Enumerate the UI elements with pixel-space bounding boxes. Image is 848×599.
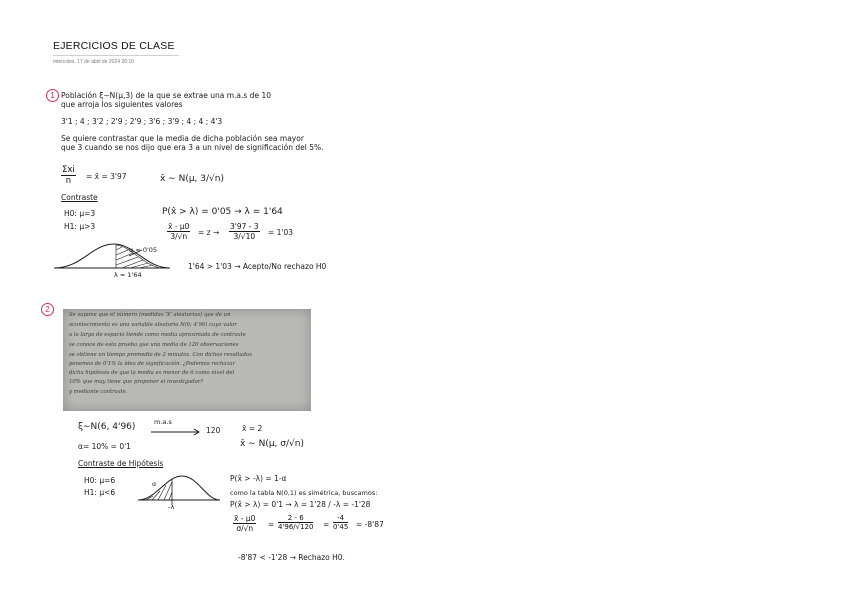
ex2-significance-level: α= 10% = 0'1 [78, 442, 131, 451]
ex1-alt-hypothesis: H1: μ>3 [64, 222, 96, 231]
ex1-z-numerator-values: 3'97 - 3 [230, 222, 259, 231]
ex2-z-denominator-values: 4'96/√120 [278, 523, 314, 531]
ex2-symmetry-note: como la tabla N(0,1) es simétrica, buscamos: [230, 489, 378, 497]
ex1-lambda-label: λ = 1'64 [114, 271, 142, 279]
photo-line: ponemos de 0'1% la idea de significación. ¿Podemos rechazar [69, 361, 236, 367]
ex1-statement-line4: que 3 cuando se nos dijo que era 3 a un nivel de significación del 5%. [61, 143, 324, 152]
photo-line: a lo largo de espacio tiende como media aproximada de contraste [69, 332, 246, 338]
ex2-sample-mean: x̄ = 2 [242, 424, 263, 433]
ex1-mean-fraction [61, 165, 76, 186]
ex1-mean-result: = x̄ = 3'97 [86, 172, 127, 181]
ex2-z-numerator-values: 2 - 6 [278, 514, 313, 523]
ex2-z-denominator: σ/√n [236, 524, 254, 533]
ex1-alpha-label: α = 0'05 [129, 246, 158, 254]
ex2-normal-curve-sketch [136, 470, 222, 512]
ex1-z-arrow: = z → [198, 228, 220, 237]
ex1-statement-line2: que arroja los siguientes valores [61, 100, 183, 109]
photo-line: se conoce de esta prueba que una media de 120 observaciones [69, 342, 239, 348]
ex2-sampling-arrow [150, 428, 202, 436]
photo-line: dicha hipótesis de que la media es menor de 6 como nivel del [69, 370, 235, 376]
ex1-sample-distribution: x̄ ∼ N(μ, 3/√n) [160, 174, 224, 184]
title-divider [53, 55, 179, 56]
ex2-z-result: = -8'87 [356, 520, 384, 529]
ex2-z-numerator: x̄ - μ0 [234, 514, 256, 523]
ex1-sample-values: 3'1 ; 4 ; 3'2 ; 2'9 ; 2'9 ; 3'6 ; 3'9 ; 4 ; 4 ; 4'3 [61, 117, 223, 126]
photo-line: y mediante contraste. [69, 389, 128, 395]
ex1-z-denominator: 3/√n [170, 232, 188, 241]
ex2-lambda-label: -λ [168, 503, 175, 511]
ex1-mean-numerator: Σxi [62, 165, 75, 175]
page-date: miércoles, 17 de abril de 2024 20:10 [53, 59, 134, 65]
ex2-lambda-statement: P(x̂ > λ) = 0'1 → λ = 1'28 / -λ = -1'28 [230, 500, 371, 509]
ex1-z-result: = 1'03 [268, 228, 294, 237]
ex1-statement-line3: Se quiere contrastar que la media de dicha población sea mayor [61, 134, 304, 143]
ex1-normal-curve-sketch [52, 238, 172, 278]
ex2-statement-photo [63, 309, 311, 411]
ex2-alpha-label: α [152, 480, 157, 488]
ex2-contrast-heading: Contraste de Hipótesis [78, 459, 164, 468]
ex1-contrast-heading: Contraste [61, 193, 98, 202]
ex2-z-formula [233, 514, 256, 533]
ex2-equals-1: = [268, 520, 275, 529]
ex2-z-simplified [333, 514, 348, 531]
ex2-sample-distribution: x̄ ∼ N(μ, σ/√n) [240, 439, 304, 449]
ex1-z-substitution [229, 222, 260, 241]
ex2-equals-2: = [323, 520, 330, 529]
ex2-z-substitution [278, 514, 313, 531]
photo-line: acontecimiento es una variable aleatoria N(6; 4'96) cuyo valor [69, 322, 237, 328]
ex2-null-hypothesis: H0: μ=6 [84, 476, 116, 485]
page-title: EJERCICIOS DE CLASE [53, 40, 175, 52]
photo-line: Se supone que el número (medidas 'X' aleatorias) que de un [69, 312, 231, 318]
photo-line: se obtiene un tiempo promedio de 2 minutos. Con dichos resultados [69, 352, 252, 358]
ex1-probability-statement: P(x̂ > λ) = 0'05 → λ = 1'64 [162, 207, 283, 217]
ex2-alt-hypothesis: H1: μ<6 [84, 488, 116, 497]
ex2-sample-size: 120 [206, 426, 221, 435]
ex2-population-distribution: ξ∼N(6, 4'96) [78, 422, 136, 432]
photo-line: 10% que muy tiene que proponer el investigador? [69, 379, 204, 385]
ex2-z-numerator-simplified: -4 [333, 514, 348, 523]
ex2-mas-label: m.a.s [154, 418, 172, 426]
exercise-1-number: 1 [46, 89, 59, 102]
ex2-probability-statement: P(x̂ > -λ) = 1-α [230, 474, 287, 483]
ex1-z-numerator: x̄ - μ0 [168, 222, 190, 231]
ex1-mean-denominator: n [65, 176, 72, 186]
ex2-z-denominator-simplified: 0'45 [333, 523, 349, 531]
ex1-null-hypothesis: H0: μ=3 [64, 209, 96, 218]
ex2-conclusion: -8'87 < -1'28 → Rechazo H0. [238, 553, 345, 562]
ex1-statement-line1: Población ξ∼N(μ,3) de la que se extrae una m.a.s de 10 [61, 91, 271, 100]
ex1-conclusion: 1'64 > 1'03 → Acepto/No rechazo H0 [188, 262, 327, 271]
ex1-z-denominator-values: 3/√10 [233, 232, 256, 241]
exercise-2-number: 2 [41, 303, 54, 316]
